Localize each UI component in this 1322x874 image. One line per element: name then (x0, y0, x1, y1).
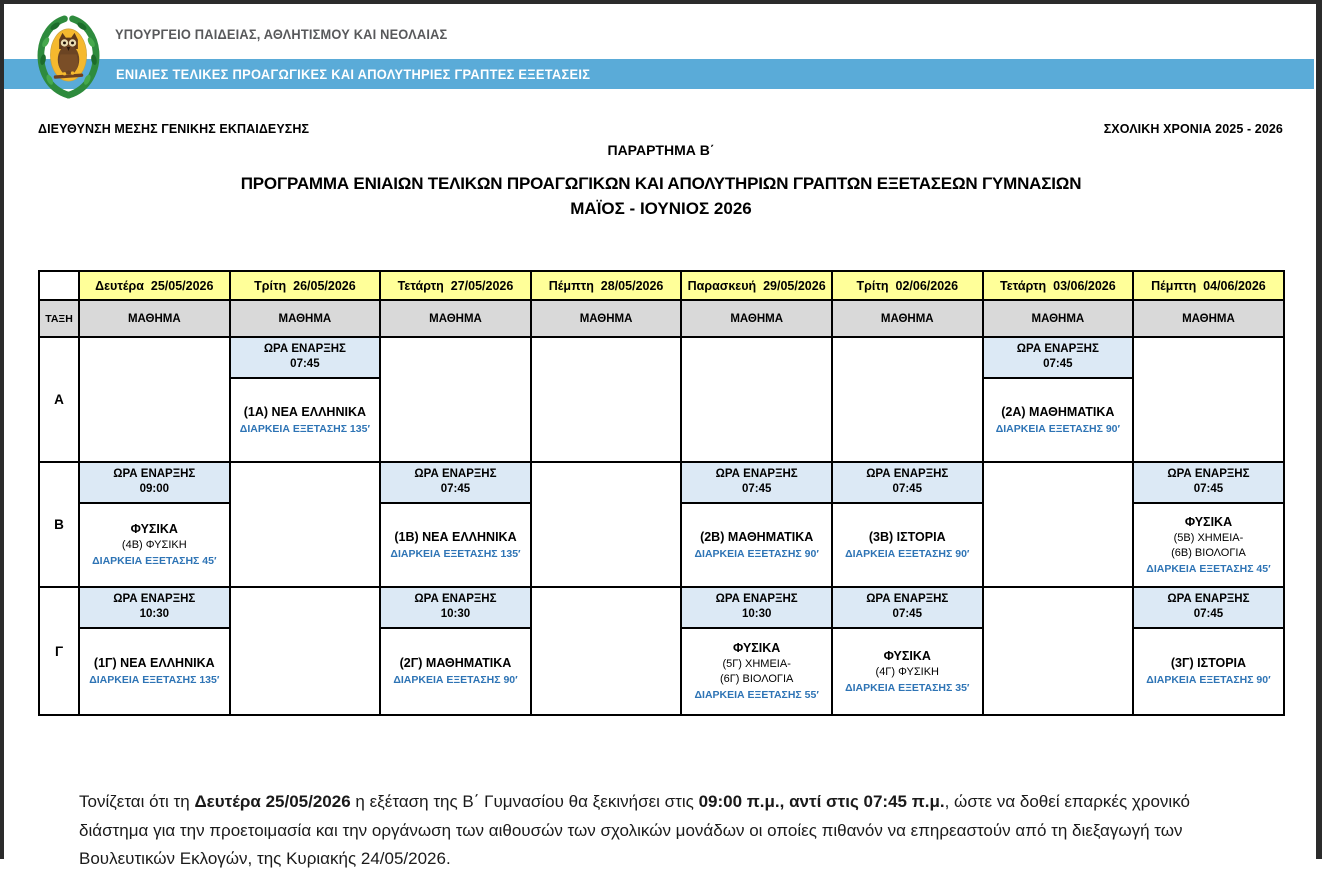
subject-column-header: ΜΑΘΗΜΑ (681, 300, 832, 337)
start-time-label: ΩΡΑ ΕΝΑΡΞΗΣ (414, 593, 497, 605)
exam-duration: ΔΙΑΡΚΕΙΑ ΕΞΕΤΑΣΗΣ 45′ (1146, 562, 1271, 575)
exam-duration: ΔΙΑΡΚΕΙΑ ΕΞΕΤΑΣΗΣ 90′ (393, 674, 518, 686)
exam-duration: ΔΙΑΡΚΕΙΑ ΕΞΕΤΑΣΗΣ 45′ (92, 555, 217, 567)
exam-subject: (2Γ) ΜΑΘΗΜΑΤΙΚΑ (399, 656, 512, 670)
exam-subline: (6Γ) ΒΙΟΛΟΓΙΑ (719, 673, 794, 685)
exam-details (1134, 629, 1283, 714)
window-frame-left (0, 0, 4, 859)
exam-cell (832, 462, 983, 587)
exam-cell-inner (833, 588, 982, 714)
exam-details (682, 629, 831, 714)
exam-schedule-wrapper (38, 270, 1285, 716)
start-time-band (833, 463, 982, 504)
exam-cell-inner (231, 338, 380, 461)
empty-exam-cell (230, 462, 381, 587)
window-frame-top (0, 0, 1322, 4)
page-title-period: ΜΑΪΟΣ - ΙΟΥΝΙΟΣ 2026 (570, 199, 752, 218)
class-label: Β (39, 462, 79, 587)
moec-owl-emblem-logo (35, 11, 102, 103)
exam-details (381, 629, 530, 714)
empty-exam-cell (531, 462, 682, 587)
empty-exam-cell (983, 587, 1134, 715)
day-header: Τετάρτη 27/05/2026 (380, 271, 531, 300)
start-time-label: ΩΡΑ ΕΝΑΡΞΗΣ (715, 468, 798, 480)
empty-exam-cell (79, 337, 230, 462)
directorate-label: ΔΙΕΥΘΥΝΣΗ ΜΕΣΗΣ ΓΕΝΙΚΗΣ ΕΚΠΑΙΔΕΥΣΗΣ (38, 122, 310, 136)
empty-exam-cell (230, 587, 381, 715)
start-time-value: 10:30 (440, 608, 471, 620)
exam-cell-inner (1134, 588, 1283, 714)
footnote-segment: η εξέταση της Β΄ Γυμνασίου θα ξεκινήσει στις (350, 792, 699, 811)
subject-column-header: ΜΑΘΗΜΑ (230, 300, 381, 337)
exam-details (833, 504, 982, 586)
exam-cell-inner (1134, 463, 1283, 586)
exam-duration: ΔΙΑΡΚΕΙΑ ΕΞΕΤΑΣΗΣ 135′ (239, 422, 370, 435)
exam-subject: (3Β) ΙΣΤΟΡΙΑ (868, 529, 946, 544)
start-time-band (1134, 588, 1283, 629)
footnote-bold-segment: Δευτέρα 25/05/2026 (194, 792, 351, 811)
class-row (39, 462, 1284, 587)
class-label: Α (39, 337, 79, 462)
exam-duration: ΔΙΑΡΚΕΙΑ ΕΞΕΤΑΣΗΣ 90′ (995, 422, 1121, 435)
exam-schedule-table (38, 270, 1285, 716)
start-time-label: ΩΡΑ ΕΝΑΡΞΗΣ (414, 468, 497, 480)
exam-cell (79, 462, 230, 587)
start-time-value: 07:45 (741, 483, 772, 495)
exam-cell (1133, 462, 1284, 587)
day-header: Τρίτη 26/05/2026 (230, 271, 381, 300)
footnote-segment: , ώστε να δοθεί επαρκές χρονικό διάστημα για την προετοιμασία και την οργάνωση των αιθουσών των σχολικών μονάδων οι οποίες πιθανόν να επηρεαστούν από τη διεξαγωγή των Βουλευτικών Εκλογών, της Κυριακής 24/05/2026. (79, 792, 1190, 868)
exam-duration: ΔΙΑΡΚΕΙΑ ΕΞΕΤΑΣΗΣ 55′ (694, 689, 819, 701)
start-time-value: 07:45 (1193, 483, 1224, 495)
exam-subline: (6Β) ΒΙΟΛΟΓΙΑ (1171, 546, 1246, 559)
subject-column-header: ΜΑΘΗΜΑ (832, 300, 983, 337)
exam-cell (79, 587, 230, 715)
exam-cell-inner (381, 463, 530, 586)
exam-subject: ΦΥΣΙΚΑ (733, 641, 781, 655)
day-header: Πέμπτη 28/05/2026 (531, 271, 682, 300)
start-time-band (381, 463, 530, 504)
class-label: Γ (39, 587, 79, 715)
exam-subject: ΦΥΣΙΚΑ (1184, 514, 1233, 529)
window-frame-right (1316, 0, 1322, 859)
exam-details (1134, 504, 1283, 586)
exam-details (231, 379, 380, 461)
exam-details (682, 504, 831, 586)
exam-duration: ΔΙΑΡΚΕΙΑ ΕΞΕΤΑΣΗΣ 135′ (89, 674, 220, 686)
empty-exam-cell (983, 462, 1134, 587)
exam-subline: (5Β) ΧΗΜΕΙΑ- (1173, 531, 1244, 544)
exam-details (80, 629, 229, 714)
start-time-label: ΩΡΑ ΕΝΑΡΞΗΣ (263, 343, 346, 355)
footnote-segment: Τονίζεται ότι τη (79, 792, 195, 811)
start-time-label: ΩΡΑ ΕΝΑΡΞΗΣ (866, 468, 949, 480)
empty-exam-cell (380, 337, 531, 462)
start-time-value: 07:45 (1043, 358, 1073, 370)
exam-subline: (5Γ) ΧΗΜΕΙΑ- (722, 658, 791, 670)
exam-subject: ΦΥΣΙΚΑ (883, 648, 931, 663)
exams-banner (4, 59, 1314, 89)
subject-column-header: ΜΑΘΗΜΑ (1133, 300, 1284, 337)
exam-details (381, 504, 530, 586)
exam-subline: (4Γ) ΦΥΣΙΚΗ (875, 665, 939, 678)
exam-duration: ΔΙΑΡΚΕΙΑ ΕΞΕΤΑΣΗΣ 90′ (694, 547, 819, 560)
start-time-band (80, 588, 229, 629)
day-header: Τρίτη 02/06/2026 (832, 271, 983, 300)
start-time-band (80, 463, 229, 504)
column-header-row (39, 300, 1284, 337)
exam-subject: (2Β) ΜΑΘΗΜΑΤΙΚΑ (700, 529, 814, 544)
start-time-label: ΩΡΑ ΕΝΑΡΞΗΣ (1167, 468, 1250, 480)
day-header: Δευτέρα 25/05/2026 (79, 271, 230, 300)
empty-exam-cell (681, 337, 832, 462)
start-time-value: 07:45 (1193, 608, 1224, 620)
annex-title: ΠΑΡΑΡΤΗΜΑ Β΄ (607, 142, 715, 158)
exam-cell (983, 337, 1134, 462)
exam-subject: (3Γ) ΙΣΤΟΡΙΑ (1170, 656, 1247, 670)
school-year-label: ΣΧΟΛΙΚΗ ΧΡΟΝΙΑ 2025 - 2026 (1103, 122, 1283, 136)
exam-subject: ΦΥΣΙΚΑ (130, 522, 178, 536)
start-time-value: 07:45 (290, 358, 320, 370)
exam-details (984, 379, 1133, 461)
start-time-value: 10:30 (139, 608, 169, 620)
start-time-band (682, 463, 831, 504)
subject-column-header: ΜΑΘΗΜΑ (79, 300, 230, 337)
start-time-label: ΩΡΑ ΕΝΑΡΞΗΣ (113, 468, 196, 480)
exam-details (833, 629, 982, 714)
class-row (39, 587, 1284, 715)
page-title: ΠΡΟΓΡΑΜΜΑ ΕΝΙΑΙΩΝ ΤΕΛΙΚΩΝ ΠΡΟΑΓΩΓΙΚΩΝ ΚΑΙ ΑΠΟΛΥΤΗΡΙΩΝ ΓΡΑΠΤΩΝ ΕΞΕΤΑΣΕΩΝ ΓΥΜΝΑΣΙΩΝ (240, 174, 1082, 193)
empty-exam-cell (531, 587, 682, 715)
subject-column-header: ΜΑΘΗΜΑ (983, 300, 1134, 337)
exam-subject: (2Α) ΜΑΘΗΜΑΤΙΚΑ (1001, 404, 1115, 419)
exam-cell (681, 462, 832, 587)
start-time-value: 07:45 (892, 483, 922, 495)
start-time-label: ΩΡΑ ΕΝΑΡΞΗΣ (866, 593, 949, 605)
exam-subline: (4Β) ΦΥΣΙΚΗ (121, 539, 187, 551)
day-header: Πέμπτη 04/06/2026 (1133, 271, 1284, 300)
day-header-row (39, 271, 1284, 300)
exam-subject: (1Β) ΝΕΑ ΕΛΛΗΝΙΚΑ (394, 529, 517, 544)
exam-cell-inner (682, 463, 831, 586)
start-time-band (833, 588, 982, 629)
start-time-value: 10:30 (741, 608, 772, 620)
exam-duration: ΔΙΑΡΚΕΙΑ ΕΞΕΤΑΣΗΣ 90′ (845, 547, 970, 560)
exam-cell (380, 462, 531, 587)
subject-column-header: ΜΑΘΗΜΑ (380, 300, 531, 337)
day-header: Τετάρτη 03/06/2026 (983, 271, 1134, 300)
exam-cell-inner (80, 588, 229, 714)
start-time-band (682, 588, 831, 629)
footnote (79, 788, 1251, 874)
exam-duration: ΔΙΑΡΚΕΙΑ ΕΞΕΤΑΣΗΣ 135′ (390, 547, 521, 560)
exam-subject: (1Α) ΝΕΑ ΕΛΛΗΝΙΚΑ (243, 404, 367, 419)
table-corner-blank (39, 271, 79, 300)
empty-exam-cell (531, 337, 682, 462)
class-column-header: ΤΑΞΗ (39, 300, 79, 337)
exam-cell (681, 587, 832, 715)
start-time-label: ΩΡΑ ΕΝΑΡΞΗΣ (715, 593, 798, 605)
exam-cell-inner (381, 588, 530, 714)
exam-cell-inner (984, 338, 1133, 461)
exam-cell (832, 587, 983, 715)
ministry-name: ΥΠΟΥΡΓΕΙΟ ΠΑΙΔΕΙΑΣ, ΑΘΛΗΤΙΣΜΟΥ ΚΑΙ ΝΕΟΛΑΙΑΣ (115, 27, 448, 42)
footnote-bold-segment: 09:00 π.μ., αντί στις 07:45 π.μ. (698, 792, 945, 811)
exam-details (80, 504, 229, 586)
start-time-value: 09:00 (139, 483, 169, 495)
empty-exam-cell (832, 337, 983, 462)
exam-cell-inner (80, 463, 229, 586)
exam-duration: ΔΙΑΡΚΕΙΑ ΕΞΕΤΑΣΗΣ 90′ (1146, 674, 1271, 686)
exam-duration: ΔΙΑΡΚΕΙΑ ΕΞΕΤΑΣΗΣ 35′ (845, 681, 970, 694)
start-time-band (231, 338, 380, 379)
exam-cell (1133, 587, 1284, 715)
exams-banner-text: ΕΝΙΑΙΕΣ ΤΕΛΙΚΕΣ ΠΡΟΑΓΩΓΙΚΕΣ ΚΑΙ ΑΠΟΛΥΤΗΡΙΕΣ ΓΡΑΠΤΕΣ ΕΞΕΤΑΣΕΙΣ (116, 66, 591, 82)
exam-cell-inner (682, 588, 831, 714)
class-row (39, 337, 1284, 462)
start-time-band (984, 338, 1133, 379)
subject-column-header: ΜΑΘΗΜΑ (531, 300, 682, 337)
start-time-band (381, 588, 530, 629)
exam-cell-inner (833, 463, 982, 586)
start-time-band (1134, 463, 1283, 504)
start-time-label: ΩΡΑ ΕΝΑΡΞΗΣ (1167, 593, 1250, 605)
start-time-label: ΩΡΑ ΕΝΑΡΞΗΣ (113, 593, 196, 605)
start-time-label: ΩΡΑ ΕΝΑΡΞΗΣ (1016, 343, 1099, 355)
start-time-value: 07:45 (892, 608, 922, 620)
exam-cell (230, 337, 381, 462)
exam-subject: (1Γ) ΝΕΑ ΕΛΛΗΝΙΚΑ (93, 656, 215, 670)
start-time-value: 07:45 (440, 483, 471, 495)
empty-exam-cell (1133, 337, 1284, 462)
day-header: Παρασκευή 29/05/2026 (681, 271, 832, 300)
exam-cell (380, 587, 531, 715)
